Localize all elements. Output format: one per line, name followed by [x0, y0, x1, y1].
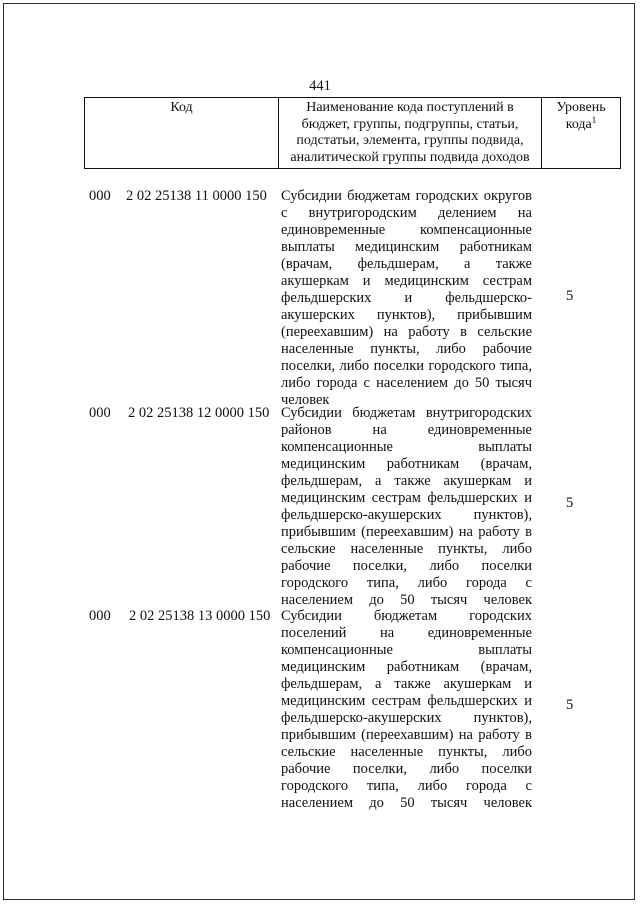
row-name: Субсидии бюджетам внутригородских районов на единовременные компенсационные выплаты медицинским работникам (врачам, фельдшерам, а также акушеркам и медицинским сестрам фельдшерских и фельдшерско-акушерских пунктов), прибывшим (переехавшим) на работу в сельские населенные пункты, либо рабочие поселки, либо поселки городского типа, либо города с населением до 50 тысяч человек	[281, 405, 532, 608]
header-level-word2: кода	[565, 116, 592, 132]
row-code: 2 02 25138 11 0000 150	[126, 188, 267, 204]
row-name: Субсидии бюджетам городских округов с внутригородским делением на единовременные компенсационные выплаты медицинским работникам (врачам, фельдшерам, а также акушеркам и медицинским сестрам фельдшерских и фельдшерско-акушерских пунктов), прибывшим (переехавшим) на работу в сельские населенные пункты, либо рабочие поселки, либо поселки городского типа, либо города с населением до 50 тысяч человек	[281, 188, 532, 408]
row-prefix: 000	[89, 188, 111, 204]
header-level	[542, 98, 621, 169]
row-code: 2 02 25138 13 0000 150	[129, 608, 271, 624]
header-level-word: Уровень	[556, 100, 606, 115]
row-level: 5	[566, 495, 574, 511]
row-level: 5	[566, 697, 574, 713]
row-level: 5	[566, 288, 574, 304]
header-table	[84, 97, 621, 169]
header-row	[85, 98, 621, 169]
header-code: Код	[85, 98, 279, 169]
header-name: Наименование кода поступлений в бюджет, группы, подгруппы, статьи, подстатьи, элемента, группы подвида, аналитической группы подвида доходов	[279, 98, 542, 169]
row-prefix: 000	[89, 608, 111, 624]
row-code: 2 02 25138 12 0000 150	[128, 405, 270, 421]
row-prefix: 000	[89, 405, 111, 421]
footnote-marker: 1	[591, 114, 597, 125]
row-name: Субсидии бюджетам городских поселений на единовременные компенсационные выплаты медицинским работникам (врачам, фельдшерам, а также акушеркам и медицинским сестрам фельдшерских и фельдшерско-акушерских пунктов), прибывшим (переехавшим) на работу в сельские населенные пункты, либо рабочие поселки, либо поселки городского типа, либо города с населением до 50 тысяч человек	[281, 608, 532, 811]
page-number: 441	[309, 78, 331, 94]
